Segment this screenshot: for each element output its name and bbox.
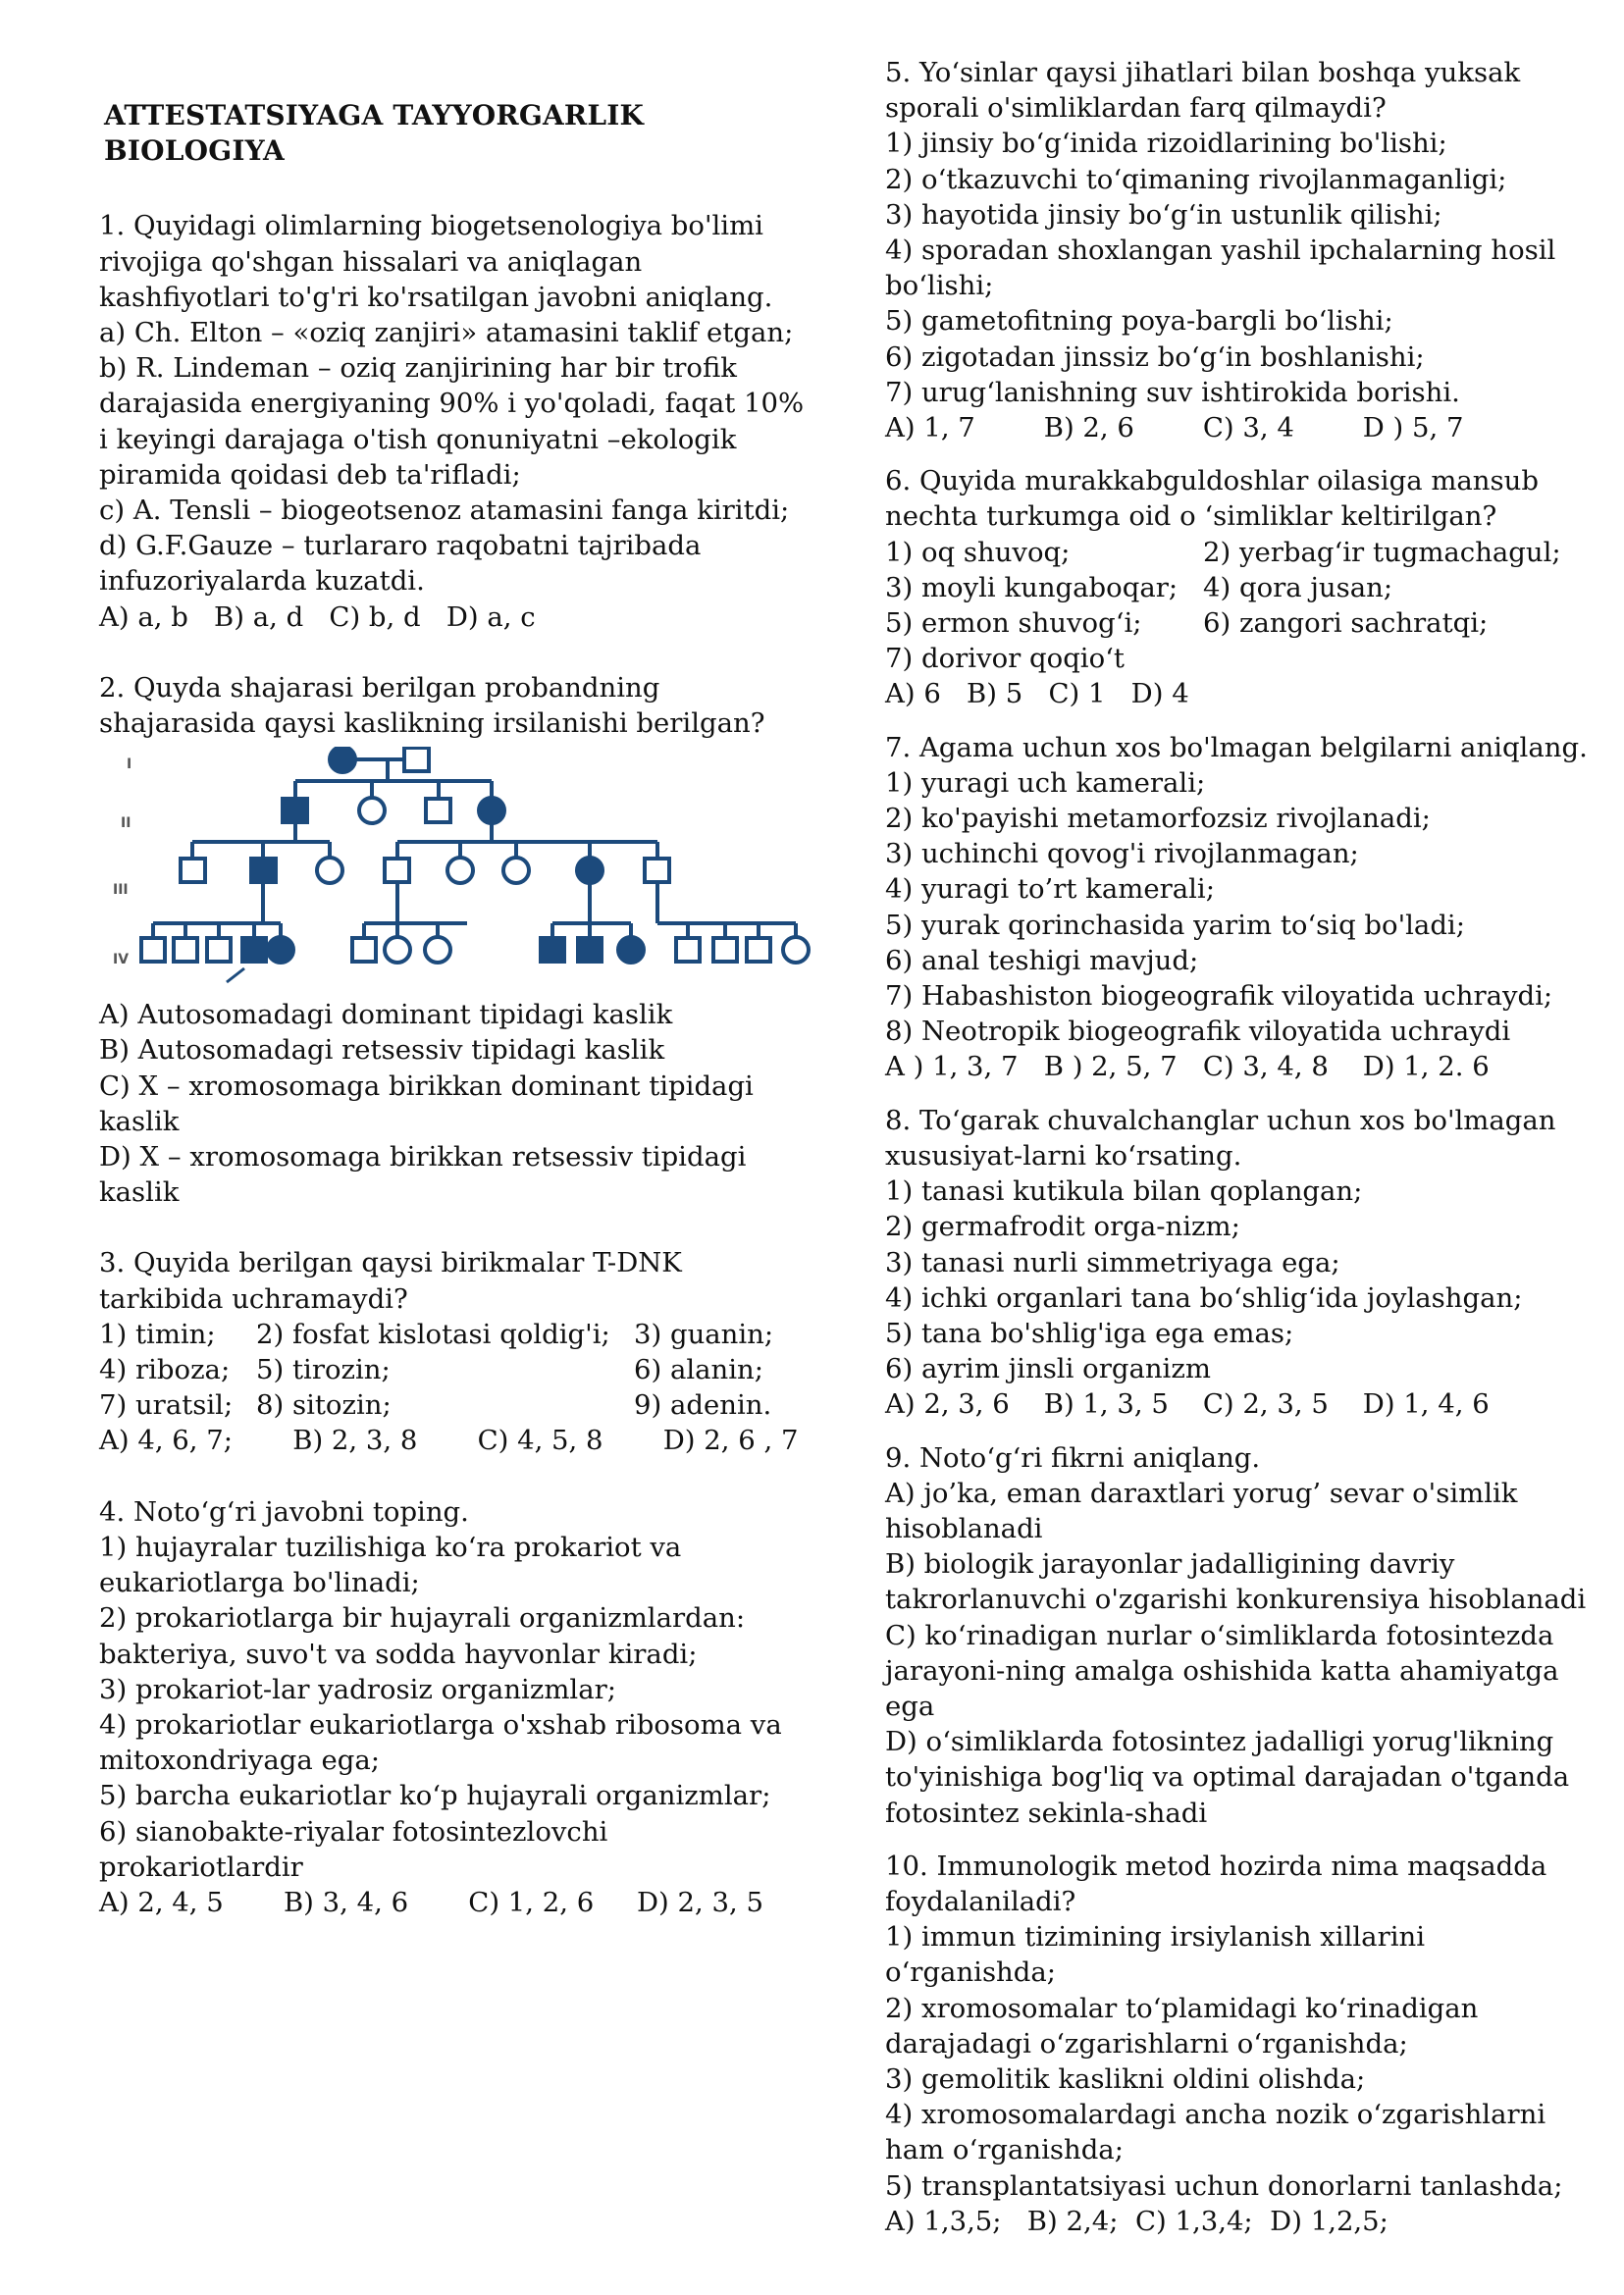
question-5-item: 1) jinsiy bo‘g‘inida rizoidlarining bo'lishi; xyxy=(885,128,1447,160)
question-8 xyxy=(885,1103,1592,1423)
question-4-item: 1) hujayralar tuzilishiga ko‘ra prokariot va eukariotlarga bo'linadi; xyxy=(99,1531,682,1599)
question-6-item: 5) ermon shuvog‘i; xyxy=(885,607,1142,640)
question-9-text: 9. Noto‘g‘ri fikrni aniqlang. xyxy=(885,1441,1261,1474)
pedigree-gen3-male xyxy=(181,859,205,882)
question-5 xyxy=(885,55,1592,445)
question-2-option-a: A) Autosomadagi dominant tipidagi kaslik xyxy=(99,999,673,1031)
page-title: ATTESTATSIYAGA TAYYORGARLIK BIOLOGIYA xyxy=(104,99,645,168)
question-4-item: 4) prokariotlar eukariotlarga o'xshab ribosoma va mitoxondriyaga ega; xyxy=(99,1708,782,1777)
question-5-item: 6) zigotadan jinssiz bo‘g‘in boshlanishi; xyxy=(885,340,1425,373)
question-1-item-b: b) R. Lindeman – oziq zanjirining har bir trofik darajasida energiyaning 90% i yo'qoladi, faqat 10% i keyingi darajaga o'tish qonuniyatni –ekologik piramida qoidasi deb ta'rifladi; xyxy=(99,352,805,491)
question-6-item: 7) dorivor qoqio‘t xyxy=(885,643,1125,675)
question-6-row xyxy=(885,641,1592,676)
question-2-option-d: D) X – xromosomaga birikkan retsessiv tipidagi kaslik xyxy=(99,1141,747,1209)
question-10-item: 3) gemolitik kaslikni oldini olishda; xyxy=(885,2062,1366,2095)
question-3-item: 7) uratsil; xyxy=(99,1389,234,1422)
question-9-option-d: D) o‘simliklarda fotosintez jadalligi yorug'likning to'yinishiga bog'liq va optimal darajadan o'tganda fotosintez sekinla-shadi xyxy=(885,1726,1570,1829)
question-7-item: 7) Habashiston biogeografik viloyatida uchraydi; xyxy=(885,980,1553,1013)
question-8-answers: A) 2, 3, 6 B) 1, 3, 5 C) 2, 3, 5 D) 1, 4, 6 xyxy=(885,1388,1490,1421)
question-3-item: 4) riboza; xyxy=(99,1354,231,1386)
question-6-row xyxy=(885,570,1592,605)
question-5-item: 2) o‘tkazuvchi to‘qimaning rivojlanmaganligi; xyxy=(885,163,1507,195)
question-5-text: 5. Yo‘sinlar qaysi jihatlari bilan boshqa yuksak sporali o'simliklardan farq qilmaydi? xyxy=(885,57,1521,125)
question-1-text: 1. Quyidagi olimlarning biogetsenologiya bo'limi rivojiga qo'shgan hissalari va aniqlagan kashfiyotlari to'g'ri ko'rsatilgan javobni aniqlang. xyxy=(99,210,773,313)
question-4-item: 2) prokariotlarga bir hujayrali organizmlardan: bakteriya, suvo't va sodda hayvonlar kiradi; xyxy=(99,1602,746,1670)
question-10 xyxy=(885,1849,1592,2239)
pedigree-gen4-male xyxy=(713,938,737,962)
question-9-option-a: A) jo’ka, eman daraxtlari yorug’ sevar o'simlik hisoblanadi xyxy=(885,1477,1518,1544)
pedigree-gen4-proband-affected xyxy=(242,938,266,962)
right-column xyxy=(885,55,1592,2257)
question-6-item: 3) moyli kungaboqar; xyxy=(885,571,1179,603)
question-8-item: 4) ichki organlari tana bo‘shlig‘ida joylashgan; xyxy=(885,1281,1523,1314)
question-1-answers: A) a, b B) a, d C) b, d D) a, c xyxy=(99,600,536,633)
question-5-item: 7) urug‘lanishning suv ishtirokida borishi. xyxy=(885,376,1460,408)
pedigree-gen4-female xyxy=(425,937,450,963)
question-2-text: 2. Quyda shajarasi berilgan probandning shajarasida qaysi kaslikning irsilanishi berilgan? xyxy=(99,671,765,740)
question-7 xyxy=(885,730,1592,1085)
question-10-item: 5) transplantatsiyasi uchun donorlarni tanlashda; xyxy=(885,2169,1563,2202)
question-3 xyxy=(99,1245,806,1458)
pedigree-gen2-female xyxy=(359,798,385,823)
pedigree-gen4-female-affected xyxy=(618,937,644,963)
question-3-text: 3. Quyida berilgan qaysi birikmalar T-DNK tarkibida uchramaydi? xyxy=(99,1247,682,1315)
question-10-item: 4) xromosomalardagi ancha nozik o‘zgarishlarni ham o‘rganishda; xyxy=(885,2099,1546,2166)
question-1-item-a: a) Ch. Elton – «oziq zanjiri» atamasini taklif etgan; xyxy=(99,317,794,349)
question-4-item: 6) sianobakte-riyalar fotosintezlovchi prokariotlardir xyxy=(99,1815,608,1883)
question-7-item: 6) anal teshigi mavjud; xyxy=(885,944,1199,976)
question-6-row xyxy=(885,535,1592,570)
question-8-item: 1) tanasi kutikula bilan qoplangan; xyxy=(885,1175,1363,1208)
pedigree-gen3-male xyxy=(645,859,669,882)
question-2 xyxy=(99,670,806,1211)
generation-label-3: III xyxy=(113,882,129,899)
pedigree-gen2-male xyxy=(426,799,450,822)
question-10-answers: A) 1,3,5; B) 2,4; C) 1,3,4; D) 1,2,5; xyxy=(885,2205,1388,2237)
question-3-answers: A) 4, 6, 7; B) 2, 3, 8 C) 4, 5, 8 D) 2, 6 , 7 xyxy=(99,1425,799,1457)
question-6-item: 2) yerbag‘ir tugmachagul; xyxy=(1203,536,1561,568)
question-7-item: 5) yurak qorinchasida yarim to‘siq bo'ladi; xyxy=(885,909,1465,941)
question-3-row xyxy=(99,1352,806,1387)
question-8-item: 5) tana bo'shlig'iga ega emas; xyxy=(885,1317,1294,1349)
question-8-item: 6) ayrim jinsli organizm xyxy=(885,1353,1211,1385)
question-7-answers: A ) 1, 3, 7 B ) 2, 5, 7 C) 3, 4, 8 D) 1, 2. 6 xyxy=(885,1051,1490,1083)
pedigree-gen4-male xyxy=(174,938,197,962)
question-6-row xyxy=(885,605,1592,641)
question-6-answers: A) 6 B) 5 C) 1 D) 4 xyxy=(885,678,1189,710)
question-5-answers: A) 1, 7 B) 2, 6 C) 3, 4 D ) 5, 7 xyxy=(885,412,1464,444)
pedigree-gen4-male xyxy=(747,938,770,962)
pedigree-gen4-male xyxy=(676,938,700,962)
pedigree-gen3-female xyxy=(447,858,473,883)
question-5-item: 5) gametofitning poya-bargli bo‘lishi; xyxy=(885,305,1393,338)
question-9-option-b: B) biologik jarayonlar jadalligining davriy takrorlanuvchi o'zgarishi konkurensiya hisoblanadi xyxy=(885,1548,1587,1616)
question-6 xyxy=(885,463,1592,711)
question-10-item: 2) xromosomalar to‘plamidagi ko‘rinadigan darajadagi o‘zgarishlarni o‘rganishda; xyxy=(885,1992,1479,2060)
question-8-text: 8. To‘garak chuvalchanglar uchun xos bo'lmagan xususiyat-larni ko‘rsating. xyxy=(885,1104,1556,1172)
question-4-answers: A) 2, 4, 5 B) 3, 4, 6 C) 1, 2, 6 D) 2, 3, 5 xyxy=(99,1886,763,1918)
question-3-item: 3) guanin; xyxy=(634,1318,774,1350)
pedigree-gen4-female-affected xyxy=(268,937,293,963)
question-5-item: 3) hayotida jinsiy bo‘g‘in ustunlik qilishi; xyxy=(885,198,1442,231)
question-3-item: 6) alanin; xyxy=(634,1354,764,1386)
question-2-option-b: B) Autosomadagi retsessiv tipidagi kaslik xyxy=(99,1034,665,1067)
pedigree-gen4-male xyxy=(141,938,165,962)
question-7-item: 1) yuragi uch kamerali; xyxy=(885,766,1206,799)
question-9-option-c: C) ko‘rinadigan nurlar o‘simliklarda fotosintezda jarayoni-ning amalga oshishida katta ahamiyatga ega xyxy=(885,1619,1559,1722)
pedigree-gen4-male xyxy=(207,938,231,962)
question-7-text: 7. Agama uchun xos bo'lmagan belgilarni aniqlang. xyxy=(885,731,1588,763)
question-4-item: 5) barcha eukariotlar ko‘p hujayrali organizmlar; xyxy=(99,1780,771,1812)
pedigree-gen2-female-affected xyxy=(479,798,504,823)
question-6-item: 1) oq shuvoq; xyxy=(885,536,1071,568)
pedigree-gen1-male xyxy=(404,748,429,771)
pedigree-gen3-male-affected xyxy=(251,859,276,882)
pedigree-gen4-male xyxy=(352,938,376,962)
generation-label-2: II xyxy=(121,815,131,832)
question-3-item: 1) timin; xyxy=(99,1318,216,1350)
question-7-item: 2) ko'payishi metamorfozsiz rivojlanadi; xyxy=(885,803,1431,835)
pedigree-gen3-female xyxy=(503,858,529,883)
pedigree-gen4-female xyxy=(783,937,809,963)
question-3-row xyxy=(99,1317,806,1352)
question-3-row xyxy=(99,1387,806,1423)
question-6-item: 4) qora jusan; xyxy=(1203,571,1393,603)
generation-label-4: IV xyxy=(113,952,130,968)
question-7-item: 4) yuragi to’rt kamerali; xyxy=(885,873,1215,906)
question-8-item: 2) germafrodit orga-nizm; xyxy=(885,1211,1240,1243)
question-6-item: 6) zangori sachratqi; xyxy=(1203,607,1489,640)
pedigree-chart xyxy=(99,747,825,987)
question-3-item: 5) tirozin; xyxy=(256,1354,391,1386)
question-9 xyxy=(885,1440,1592,1831)
question-1-item-c: c) A. Tensli – biogeotsenoz atamasini fanga kiritdi; xyxy=(99,495,790,527)
pedigree-gen2-male-affected xyxy=(283,799,307,822)
question-2-option-c: C) X – xromosomaga birikkan dominant tipidagi kaslik xyxy=(99,1069,754,1137)
question-3-item: 2) fosfat kislotasi qoldig'i; xyxy=(256,1318,610,1350)
left-column xyxy=(99,98,806,1938)
question-7-item: 8) Neotropik biogeografik viloyatida uchraydi xyxy=(885,1016,1511,1048)
question-8-item: 3) tanasi nurli simmetriyaga ega; xyxy=(885,1246,1340,1278)
question-6-text: 6. Quyida murakkabguldoshlar oilasiga mansub nechta turkumga oid o ‘simliklar keltirilgan? xyxy=(885,465,1539,533)
question-4-text: 4. Noto‘g‘ri javobni toping. xyxy=(99,1495,469,1528)
question-3-item: 9) adenin. xyxy=(634,1389,772,1422)
question-10-text: 10. Immunologik metod hozirda nima maqsadda foydalaniladi? xyxy=(885,1850,1547,1917)
proband-arrow xyxy=(227,968,244,982)
question-4-item: 3) prokariot-lar yadrosiz organizmlar; xyxy=(99,1673,616,1705)
pedigree-gen4-male-affected xyxy=(578,938,602,962)
question-10-item: 1) immun tizimining irsiylanish xillarini o‘rganishda; xyxy=(885,1921,1426,1989)
question-3-item: 8) sitozin; xyxy=(256,1389,392,1422)
pedigree-gen1-female-affected xyxy=(330,747,355,772)
question-1-item-d: d) G.F.Gauze – turlararo raqobatni tajribada infuzoriyalarda kuzatdi. xyxy=(99,530,702,598)
pedigree-gen3-male xyxy=(385,859,409,882)
pedigree-gen4-female xyxy=(385,937,410,963)
generation-label-1: I xyxy=(127,756,132,773)
question-1 xyxy=(99,208,806,634)
question-4 xyxy=(99,1494,806,1920)
pedigree-gen3-female xyxy=(317,858,342,883)
pedigree-gen4-male-affected xyxy=(541,938,564,962)
pedigree-gen3-female-affected xyxy=(577,858,602,883)
question-7-item: 3) uchinchi qovog'i rivojlanmagan; xyxy=(885,838,1359,870)
question-5-item: 4) sporadan shoxlangan yashil ipchalarning hosil bo‘lishi; xyxy=(885,235,1556,302)
